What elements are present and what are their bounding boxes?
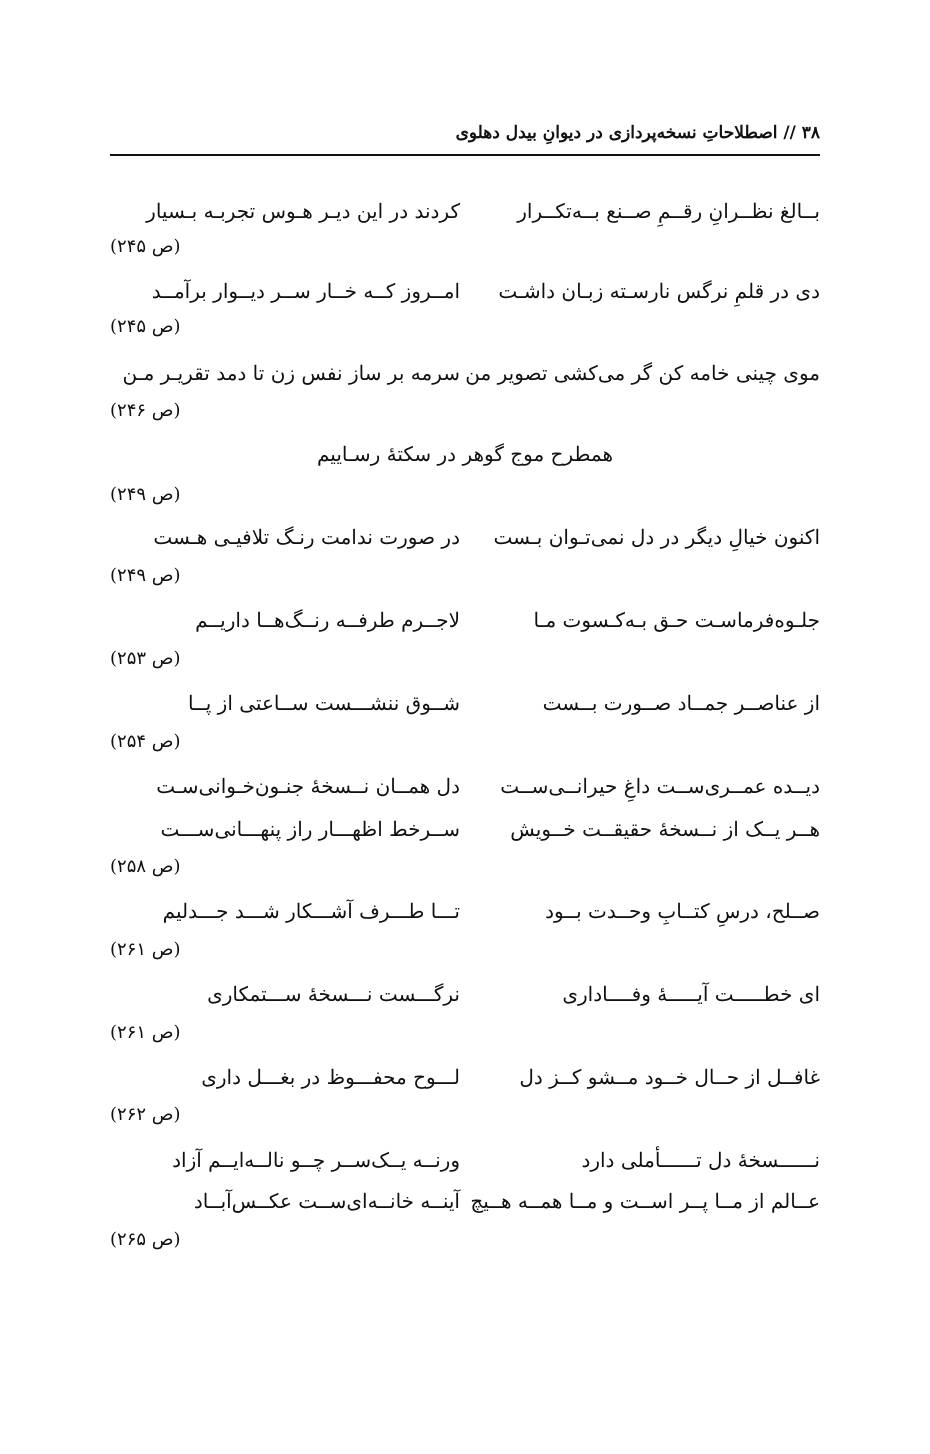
second-hemistich: تـــا طـــرف آشـــکار شـــد جـــدلیم (162, 899, 460, 923)
page-reference: (ص ۲۶۱) (110, 939, 181, 960)
page-reference: (ص ۲۵۸) (110, 856, 181, 877)
page-reference: (ص ۲۴۹) (110, 484, 181, 505)
second-hemistich: شــوق ننشـــست ســاعتی از پــا (187, 691, 460, 715)
first-hemistich: عــالم از مــا پــر اســت و مــا همــه هــیچ (470, 1189, 820, 1213)
couplet-row (110, 274, 820, 308)
second-hemistich: لاجــرم طرفــه رنــگ‌هــا داریــم (195, 608, 460, 632)
couplet-row (110, 520, 820, 554)
first-hemistich: موی چینی خامه کن گر می‌کشی تصویر من (465, 361, 820, 385)
page-reference: (ص ۲۶۲) (110, 1104, 181, 1125)
first-hemistich: غافــل از حــال خــود مــشو کــز دل (519, 1065, 820, 1089)
second-hemistich: لـــوح محفـــوظ در بغـــل داری (201, 1065, 460, 1089)
second-hemistich: ســرخط اظهـــار راز پنهـــانی‌ســـت (160, 817, 460, 841)
couplet-row (110, 812, 820, 846)
first-hemistich: بــالغ نظــرانِ رقــمِ صــنع بــه‌تکــرار (517, 199, 820, 223)
first-hemistich: اکنون خیالِ دیگر در دل نمی‌تـوان بـست (493, 525, 820, 549)
second-hemistich: دل همــان نــسخهٔ جنـون‌خـوانی‌سـت (156, 774, 460, 798)
first-hemistich: صــلح، درسِ کتــابِ وحــدت بــود (545, 899, 820, 923)
first-hemistich: از عناصــر جمــاد صــورت بــست (542, 691, 820, 715)
first-hemistich: هــر یــک از نــسخهٔ حقیقــت خــویش (510, 817, 820, 841)
page-reference: (ص ۲۶۵) (110, 1229, 181, 1250)
couplet-row (110, 894, 820, 928)
page-reference: (ص ۲۴۵) (110, 236, 181, 257)
running-header: ۳۸ // اصطلاحاتِ نسخه‌پردازی در دیوانِ بیدل دهلوی (455, 123, 820, 143)
page-reference: (ص ۲۴۶) (110, 400, 181, 421)
couplet-row (110, 977, 820, 1011)
second-hemistich: نرگـــست نـــسخهٔ ســـتمکاری (207, 982, 460, 1006)
second-hemistich: سرمه بر ساز نفس زن تا دمد تقریـر مـن (122, 361, 460, 385)
first-hemistich: دیــده عمــری‌ســت داغِ حیرانــی‌ســت (500, 774, 820, 798)
first-hemistich: دی در قلمِ نرگس نارسـته زبـان داشـت (498, 279, 820, 303)
first-hemistich: نــــــسخهٔ دل تــــــأملی دارد (581, 1148, 820, 1172)
page-reference: (ص ۲۴۹) (110, 565, 181, 586)
couplet-row (110, 1184, 820, 1218)
page-reference: (ص ۲۵۳) (110, 648, 181, 669)
second-hemistich: امــروز کــه خــار ســر دیــوار برآمــد (151, 279, 460, 303)
couplet-row (110, 769, 820, 803)
couplet-row (110, 1143, 820, 1177)
first-hemistich: جلـوه‌فرماسـت حـق بـه‌کـسوت مـا (533, 608, 820, 632)
page-reference: (ص ۲۴۵) (110, 316, 181, 337)
page-reference: (ص ۲۵۴) (110, 731, 181, 752)
second-hemistich: آینــه خانــه‌ای‌ســت عکــس‌آبــاد (193, 1189, 460, 1213)
couplet-row (110, 356, 820, 390)
second-hemistich: در صورت ندامت رنـگ تلافیـی هـست (153, 525, 460, 549)
second-hemistich: ورنــه یــک‌ســر چــو نالــه‌ایــم آزاد (172, 1148, 460, 1172)
couplet-row (110, 603, 820, 637)
header-rule (110, 154, 820, 156)
second-hemistich: کردند در این دیـر هـوس تجربـه بـسیار (146, 199, 460, 223)
first-hemistich: ای خطـــــت آیـــــهٔ وفــــاداری (562, 982, 820, 1006)
centered-hemistich: همطرح موج گوهر در سکتهٔ رسـاییم (316, 442, 614, 466)
couplet-row (110, 686, 820, 720)
page-reference: (ص ۲۶۱) (110, 1022, 181, 1043)
couplet-row (110, 1060, 820, 1094)
couplet-row (110, 194, 820, 228)
